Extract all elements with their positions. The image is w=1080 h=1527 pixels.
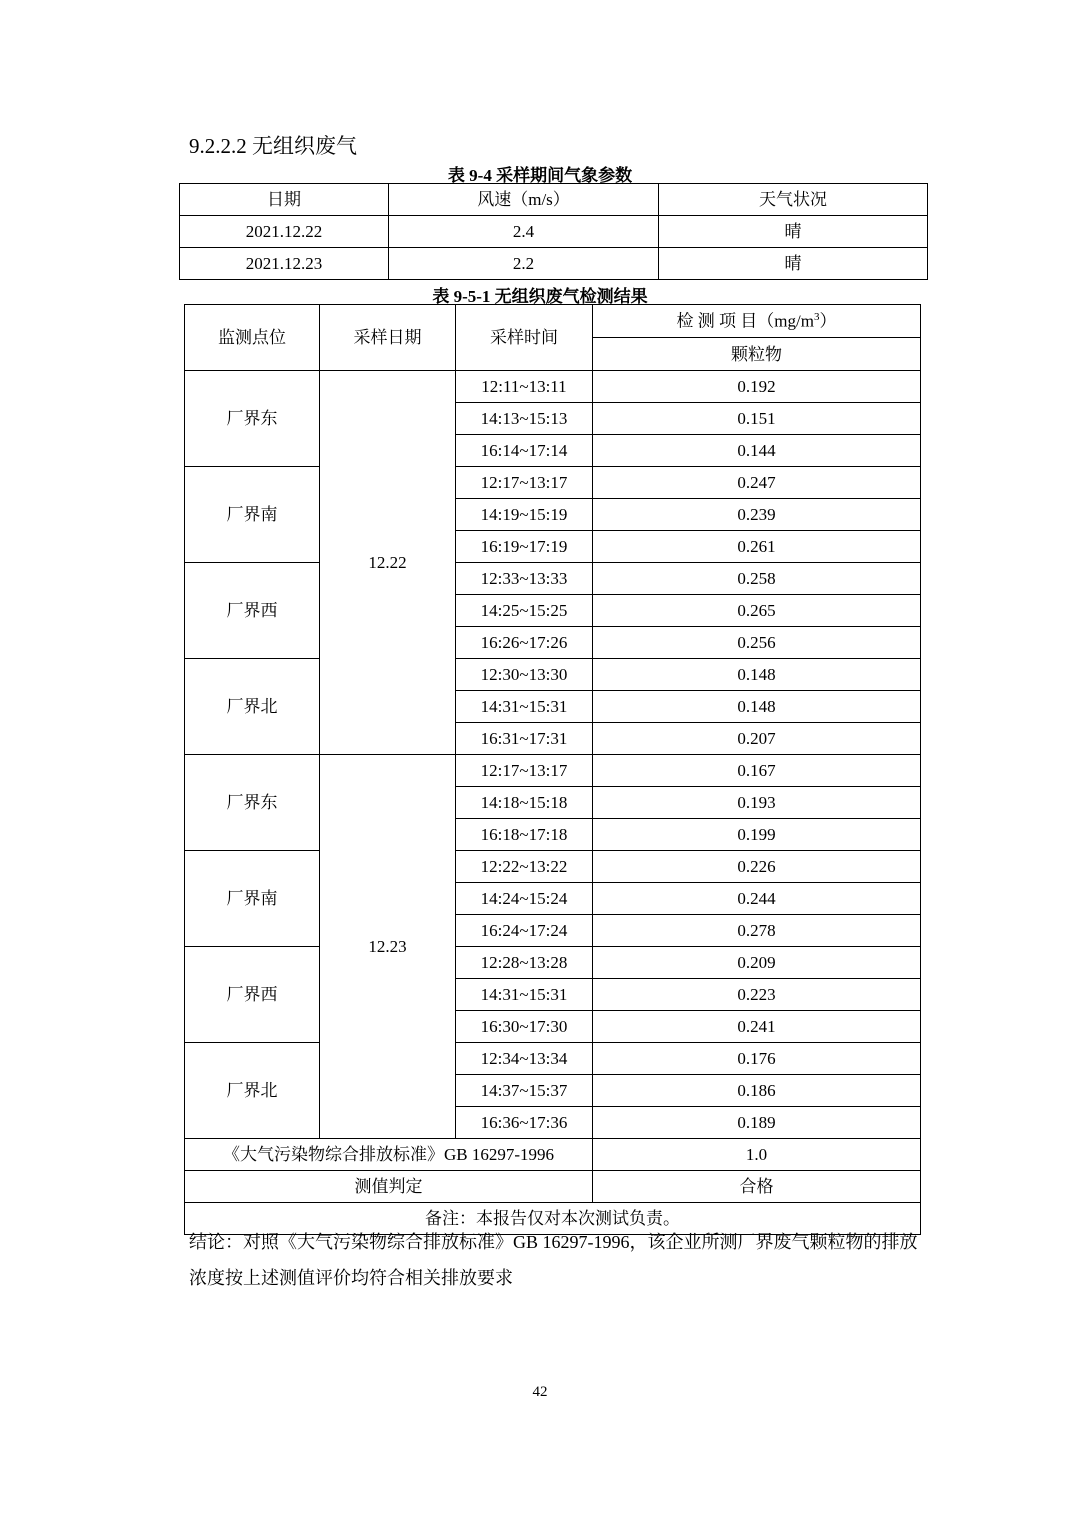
table-row <box>185 1043 921 1075</box>
cell-particulate-value: 0.148 <box>593 691 921 723</box>
table-header-row <box>180 184 928 216</box>
cell-particulate-value: 0.167 <box>593 755 921 787</box>
cell-particulate-value: 0.239 <box>593 499 921 531</box>
cell-date: 2021.12.23 <box>180 248 389 280</box>
cell-standard-label: 《大气污染物综合排放标准》GB 16297-1996 <box>185 1139 593 1171</box>
cell-sampling-time: 12:22~13:22 <box>456 851 593 883</box>
table-header-row <box>185 305 921 338</box>
cell-standard-value: 1.0 <box>593 1139 921 1171</box>
header-pollutant: 颗粒物 <box>593 338 921 371</box>
header-weather: 天气状况 <box>659 184 928 216</box>
cell-wind-speed: 2.4 <box>389 216 659 248</box>
cell-particulate-value: 0.199 <box>593 819 921 851</box>
cell-sampling-time: 16:30~17:30 <box>456 1011 593 1043</box>
cell-particulate-value: 0.247 <box>593 467 921 499</box>
cell-sampling-time: 12:30~13:30 <box>456 659 593 691</box>
header-item-suffix: ） <box>819 311 837 331</box>
cell-particulate-value: 0.192 <box>593 371 921 403</box>
cell-sampling-time: 14:13~15:13 <box>456 403 593 435</box>
cell-sampling-time: 16:14~17:14 <box>456 435 593 467</box>
cell-sampling-time: 12:11~13:11 <box>456 371 593 403</box>
cell-monitoring-point: 厂界东 <box>185 371 320 467</box>
cell-sampling-time: 14:18~15:18 <box>456 787 593 819</box>
cell-particulate-value: 0.244 <box>593 883 921 915</box>
cell-monitoring-point: 厂界南 <box>185 851 320 947</box>
cell-sampling-date: 12.23 <box>320 755 456 1139</box>
cell-wind-speed: 2.2 <box>389 248 659 280</box>
cell-sampling-time: 12:28~13:28 <box>456 947 593 979</box>
cell-sampling-time: 16:24~17:24 <box>456 915 593 947</box>
table-row <box>185 755 921 787</box>
cell-note: 备注：本报告仅对本次测试负责。 <box>185 1203 921 1235</box>
table-row <box>180 248 928 280</box>
cell-sampling-time: 12:17~13:17 <box>456 467 593 499</box>
cell-particulate-value: 0.176 <box>593 1043 921 1075</box>
cell-particulate-value: 0.265 <box>593 595 921 627</box>
table-caption-results: 表 9-5-1 无组织废气检测结果 <box>432 287 648 306</box>
cell-date: 2021.12.22 <box>180 216 389 248</box>
cell-particulate-value: 0.226 <box>593 851 921 883</box>
cell-particulate-value: 0.209 <box>593 947 921 979</box>
page-number: 42 <box>532 1384 548 1400</box>
cell-particulate-value: 0.193 <box>593 787 921 819</box>
cell-particulate-value: 0.148 <box>593 659 921 691</box>
cell-sampling-time: 16:31~17:31 <box>456 723 593 755</box>
header-item-superscript: 3 <box>813 311 820 324</box>
table-row <box>185 1171 921 1203</box>
cell-monitoring-point: 厂界西 <box>185 563 320 659</box>
cell-sampling-time: 14:37~15:37 <box>456 1075 593 1107</box>
cell-sampling-time: 12:17~13:17 <box>456 755 593 787</box>
cell-particulate-value: 0.258 <box>593 563 921 595</box>
header-item-text: 检 测 项 目（mg/m <box>676 311 814 331</box>
header-time: 采样时间 <box>456 305 593 371</box>
table-row <box>185 563 921 595</box>
cell-particulate-value: 0.241 <box>593 1011 921 1043</box>
cell-weather: 晴 <box>659 248 928 280</box>
cell-sampling-time: 14:24~15:24 <box>456 883 593 915</box>
header-wind-speed: 风速（m/s） <box>389 184 659 216</box>
table-row <box>185 371 921 403</box>
table-row <box>185 947 921 979</box>
table-row <box>185 467 921 499</box>
cell-monitoring-point: 厂界东 <box>185 755 320 851</box>
cell-monitoring-point: 厂界南 <box>185 467 320 563</box>
cell-particulate-value: 0.189 <box>593 1107 921 1139</box>
results-table <box>184 304 921 1235</box>
cell-sampling-time: 12:33~13:33 <box>456 563 593 595</box>
cell-particulate-value: 0.223 <box>593 979 921 1011</box>
cell-particulate-value: 0.278 <box>593 915 921 947</box>
table-row <box>180 216 928 248</box>
conclusion-text: 结论：对照《大气污染物综合排放标准》GB 16297-1996，该企业所测厂界废气颗粒物的排放浓度按上述测值评价均符合相关排放要求 <box>189 1232 918 1288</box>
cell-particulate-value: 0.151 <box>593 403 921 435</box>
table-row <box>185 851 921 883</box>
header-date: 采样日期 <box>320 305 456 371</box>
cell-monitoring-point: 厂界北 <box>185 659 320 755</box>
cell-sampling-time: 16:19~17:19 <box>456 531 593 563</box>
header-test-item <box>593 305 921 338</box>
cell-sampling-time: 14:25~15:25 <box>456 595 593 627</box>
cell-monitoring-point: 厂界西 <box>185 947 320 1043</box>
weather-table <box>179 183 928 280</box>
cell-particulate-value: 0.256 <box>593 627 921 659</box>
table-row <box>185 1139 921 1171</box>
cell-sampling-time: 16:18~17:18 <box>456 819 593 851</box>
cell-weather: 晴 <box>659 216 928 248</box>
cell-sampling-time: 12:34~13:34 <box>456 1043 593 1075</box>
table-caption-weather: 表 9-4 采样期间气象参数 <box>447 166 633 185</box>
header-point: 监测点位 <box>185 305 320 371</box>
cell-sampling-time: 16:26~17:26 <box>456 627 593 659</box>
cell-sampling-time: 14:19~15:19 <box>456 499 593 531</box>
cell-sampling-time: 14:31~15:31 <box>456 691 593 723</box>
table-row <box>185 659 921 691</box>
cell-particulate-value: 0.261 <box>593 531 921 563</box>
cell-judgement-value: 合格 <box>593 1171 921 1203</box>
cell-particulate-value: 0.186 <box>593 1075 921 1107</box>
cell-sampling-time: 14:31~15:31 <box>456 979 593 1011</box>
section-heading: 9.2.2.2 无组织废气 <box>189 134 357 158</box>
cell-sampling-date: 12.22 <box>320 371 456 755</box>
cell-sampling-time: 16:36~17:36 <box>456 1107 593 1139</box>
cell-monitoring-point: 厂界北 <box>185 1043 320 1139</box>
cell-judgement-label: 测值判定 <box>185 1171 593 1203</box>
header-date: 日期 <box>180 184 389 216</box>
cell-particulate-value: 0.144 <box>593 435 921 467</box>
cell-particulate-value: 0.207 <box>593 723 921 755</box>
